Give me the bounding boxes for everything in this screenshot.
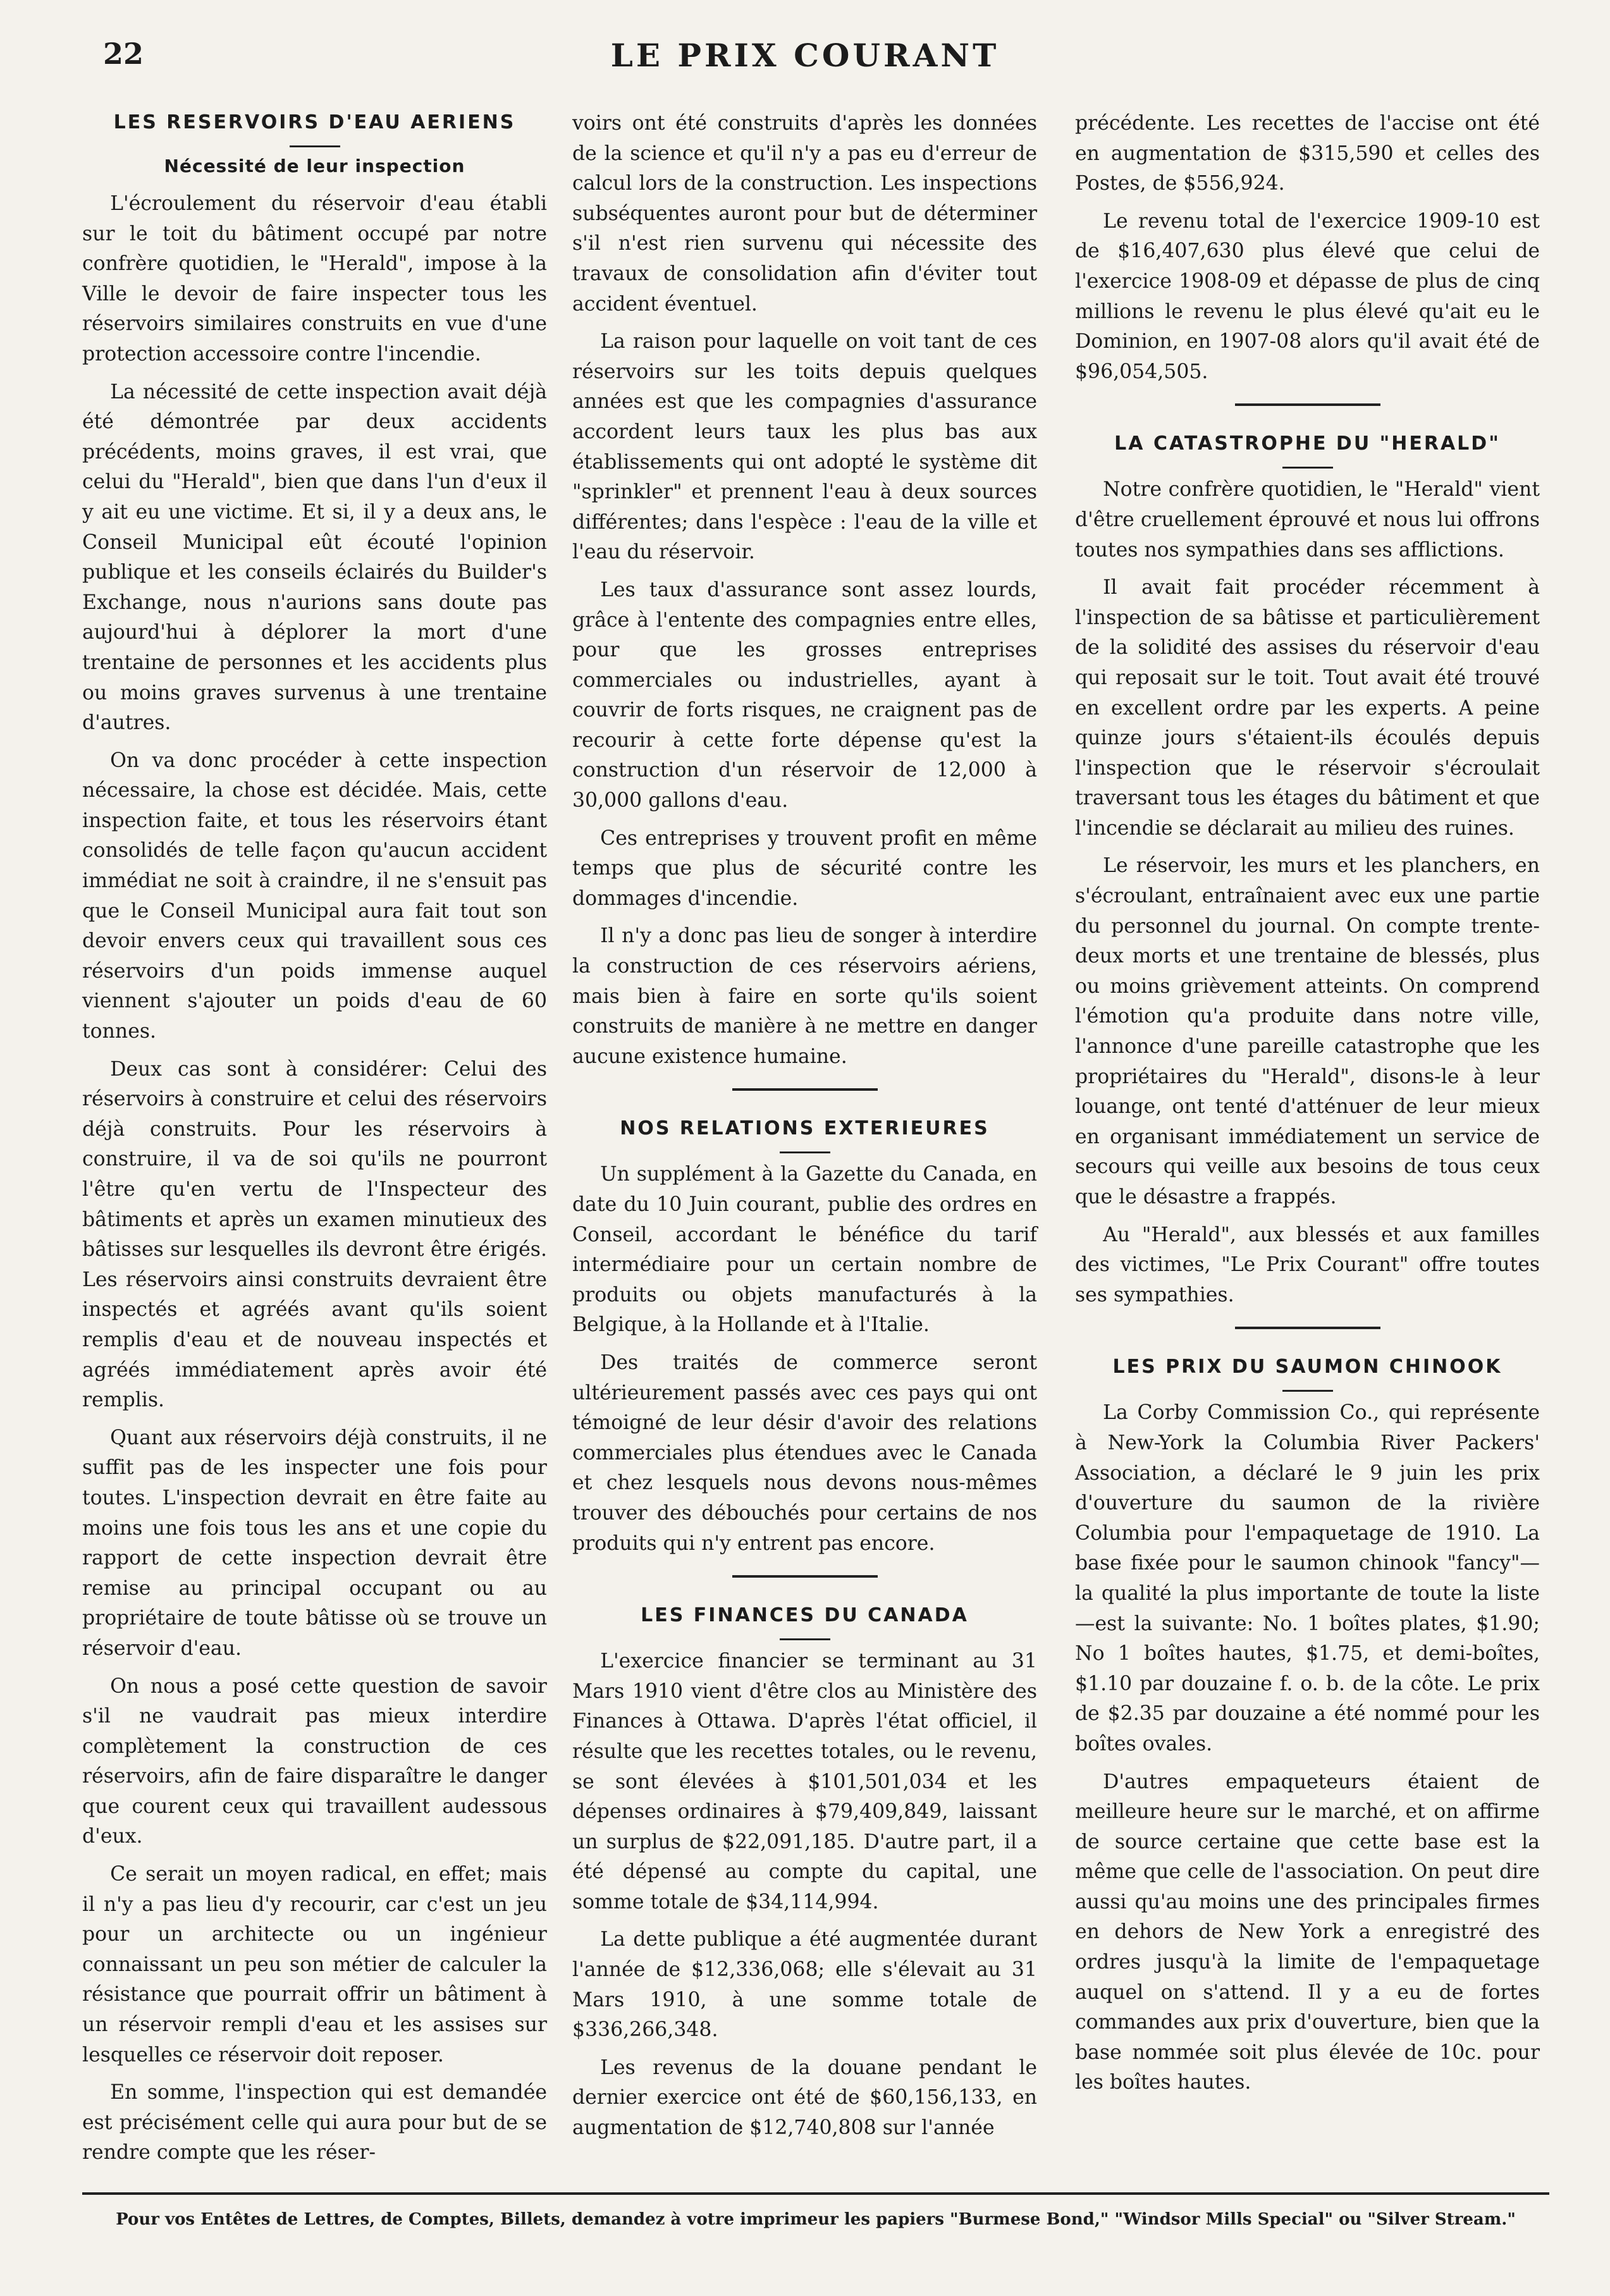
title-divider [1282, 467, 1333, 469]
paragraph: Au "Herald", aux blessés et aux familles des victimes, "Le Prix Courant" offre toutes ses sympathies. [1075, 1223, 1540, 1306]
page-header [0, 37, 1610, 81]
section-divider [732, 1575, 878, 1578]
paragraph: On va donc procéder à cette inspection nécessaire, la chose est décidée. Mais, cette inspection faite, et tous les réservoirs étant consolidés de telle façon qu'aucun accident immédiat ne soit à craindre, il ne s'ensuit pas que le Conseil Municipal aura fait tout son devoir envers ceux qui travaillent sous ces réservoirs d'un poids immense auquel viennent s'ajouter un poids d'eau de 60 tonnes. [82, 749, 547, 1043]
paragraph: Ces entreprises y trouvent profit en même temps que plus de sécurité contre les dommages d'incendie. [572, 826, 1037, 910]
paragraph: La Corby Commission Co., qui représente à New-York la Columbia River Packers' Association, a déclaré le 9 juin les prix d'ouverture du saumon de la rivière Columbia pour l'empaquetage de 1910. La base fixée pour le saumon chinook "fancy"—la qualité la plus importante de toute la liste—est la suivante: No. 1 boîtes plates, $1.90; No 1 boîtes hautes, $1.75, et demi-boîtes, $1.10 par douzaine f. o. b. de la côte. Le prix de $2.35 par douzaine a été nommé pour les boîtes ovales. [1075, 1401, 1540, 1755]
paragraph: Notre confrère quotidien, le "Herald" vient d'être cruellement éprouvé et nous lui offrons toutes nos sympathies dans ses afflictions. [1075, 478, 1540, 562]
paragraph: D'autres empaqueteurs étaient de meilleure heure sur le marché, et on affirme de source certaine que cette base est la même que celle de l'association. On peut dire aussi qu'au moins une des principales firmes en dehors de New York a enregistré des ordres jusqu'à la limite de l'empaquetage auquel on s'attend. Il y a eu de fortes commandes aux prix d'ouverture, bien que la base nommée soit plus élevée de 10c. pour les boîtes hautes. [1075, 1770, 1540, 2094]
article-subtitle-reservoirs: Nécessité de leur inspection [164, 156, 465, 176]
paragraph: Les revenus de la douane pendant le dernier exercice ont été de $60,156,133, en augmentation de $12,740,808 sur l'année [572, 2056, 1037, 2140]
paragraph: Deux cas sont à considérer: Celui des réservoirs à construire et celui des réservoirs déjà construits. Pour les réservoirs à construire, il va de soi qu'ils ne pourront l'être qu'en vertu de l'Inspecteur des bâtiments et après un examen minutieux des bâtisses sur lesquelles ils devront être érigés. Les réservoirs ainsi construits devraient être inspectés et agréés avant qu'ils soient remplis d'eau et de nouveau inspectés et agréés immédiatement après avoir été remplis. [82, 1057, 547, 1412]
paragraph: Des traités de commerce seront ultérieurement passés avec ces pays qui ont témoigné de leur désir d'avoir des relations commerciales plus étendues avec le Canada et chez lesquels nous devons nous-mêmes trouver des débouchés pour certains de nos produits qui n'y entrent pas encore. [572, 1351, 1037, 1555]
paragraph: Les taux d'assurance sont assez lourds, grâce à l'entente des compagnies entre elles, pour que les grosses entreprises commerciales ou industrielles, ayant à couvrir de forts risques, ne craignent pas de recourir à cette forte dépense qu'est la construction d'un réservoir de 12,000 à 30,000 gallons d'eau. [572, 578, 1037, 813]
section-divider [732, 1088, 878, 1091]
paragraph: précédente. Les recettes de l'accise ont été en augmentation de $315,590 et celles des Postes, de $556,924. [1075, 112, 1540, 195]
footer-advertisement: Pour vos Entêtes de Lettres, de Comptes, Billets, demandez à votre imprimeur les papiers "Burmese Bond," "Windsor Mills Special" ou "Silver Stream." [116, 2210, 1516, 2229]
article-title-reservoirs: LES RESERVOIRS D'EAU AERIENS [113, 111, 516, 133]
paragraph: On nous a posé cette question de savoir s'il ne vaudrait pas mieux interdire complètement la construction de ces réservoirs, afin de faire disparaître le danger que courent ceux qui travaillent audessous d'eux. [82, 1674, 547, 1848]
paragraph: Un supplément à la Gazette du Canada, en date du 10 Juin courant, publie des ordres en Conseil, accordant le bénéfice du tarif intermédiaire pour un certain nombre de produits ou objets manufacturés à la Belgique, à la Hollande et à l'Italie. [572, 1163, 1037, 1337]
title-divider [780, 1151, 830, 1153]
column-3 [1075, 109, 1540, 2106]
article-title-relations: NOS RELATIONS EXTERIEURES [620, 1117, 990, 1140]
paragraph: L'exercice financier se terminant au 31 Mars 1910 vient d'être clos au Ministère des Finances à Ottawa. D'après l'état officiel, il résulte que les recettes totales, ou le revenu, se sont élevées à $101,501,034 et les dépenses ordinaires à $79,409,849, laissant un surplus de $22,091,185. D'autre part, il a été dépensé au compte du capital, une somme totale de $34,114,994. [572, 1650, 1037, 1913]
paragraph: Le revenu total de l'exercice 1909-10 est de $16,407,630 plus élevé que celui de l'exercice 1908-09 et dépasse de plus de cinq millions le revenu le plus élevé qu'ait eu le Dominion, en 1907-08 alors qu'il avait été de $96,054,505. [1075, 209, 1540, 383]
paragraph: La dette publique a été augmentée durant l'année de $12,336,068; elle s'élevait au 31 Mars 1910, à une somme totale de $336,266,348. [572, 1928, 1037, 2042]
paragraph: En somme, l'inspection qui est demandée est précisément celle qui aura pour but de se rendre compte que les réser- [82, 2081, 547, 2164]
paragraph: La nécessité de cette inspection avait déjà été démontrée par deux accidents précédents, moins graves, il est vrai, que celui du "Herald", bien que dans l'un d'eux il y ait eu une victime. Et si, il y a deux ans, le Conseil Municipal eût écouté l'opinion publique et les conseils éclairés du Builder's Exchange, nous n'aurions sans doute pas aujourd'hui à déplorer la mort d'une trentaine de personnes et les accidents plus ou moins graves survenus à une trentaine d'autres. [82, 380, 547, 735]
paragraph: La raison pour laquelle on voit tant de ces réservoirs sur les toits depuis quelques années est que les compagnies d'assurance accordent leurs taux les plus bas aux établissements qui ont adopté le système dit "sprinkler" et prennent l'eau à deux sources différentes; dans l'espèce : l'eau de la ville et l'eau du réservoir. [572, 330, 1037, 564]
section-divider [1235, 1327, 1380, 1329]
title-divider [780, 1638, 830, 1640]
section-divider [1235, 403, 1380, 406]
paragraph: Il avait fait procéder récemment à l'inspection de sa bâtisse et particulièrement de la solidité des assises du réservoir d'eau qui reposait sur le toit. Tout avait été trouvé en excellent ordre par les experts. A peine quinze jours s'étaient-ils écoulés depuis l'inspection que le réservoir s'écroulait traversant tous les étages du bâtiment et que l'incendie se déclarait au milieu des ruines. [1075, 576, 1540, 840]
paragraph: Ce serait un moyen radical, en effet; mais il n'y a pas lieu d'y recourir, car c'est un jeu pour un architecte ou un ingénieur connaissant un peu son métier de calculer la résistance que pourrait offrir un bâtiment à un réservoir rempli d'eau et les assises sur lesquelles ce réservoir doit reposer. [82, 1863, 547, 2066]
paragraph: Il n'y a donc pas lieu de songer à interdire la construction de ces réservoirs aériens, mais bien à faire en sorte qu'ils soient construits de manière à ne mettre en danger aucune existence humaine. [572, 924, 1037, 1068]
paragraph: Quant aux réservoirs déjà construits, il ne suffit pas de les inspecter une fois pour toutes. L'inspection devrait en être faite au moins une fois tous les ans et une copie du rapport de cette inspection devrait être remise au principal occupant ou au propriétaire de toute bâtisse où se trouve un réservoir d'eau. [82, 1426, 547, 1660]
title-divider [1282, 1390, 1333, 1392]
page-number: 22 [103, 37, 144, 71]
article-title-finances: LES FINANCES DU CANADA [641, 1604, 969, 1627]
article-title-catastrophe: LA CATASTROPHE DU "HERALD" [1114, 433, 1501, 455]
column-2 [572, 109, 1037, 2151]
footer-rule [82, 2192, 1549, 2195]
column-1 [82, 109, 547, 2176]
title-divider [290, 145, 340, 147]
article-title-saumon: LES PRIX DU SAUMON CHINOOK [1112, 1356, 1502, 1378]
publication-title: LE PRIX COURANT [610, 37, 1000, 74]
paragraph: Le réservoir, les murs et les planchers, en s'écroulant, entraînaient avec eux une partie du personnel du journal. On compte trente-deux morts et une trentaine de blessés, plus ou moins grièvement atteints. On comprend l'émotion qu'a produite dans notre ville, l'annonce d'une pareille catastrophe que les propriétaires du "Herald", disons-le à leur louange, ont tenté d'atténuer de leur mieux en organisant immédiatement un service de secours qui veille aux besoins de tous ceux que le désastre a frappés. [1075, 854, 1540, 1208]
paragraph: voirs ont été construits d'après les données de la science et qu'il n'y a pas eu d'erreur de calcul lors de la construction. Les inspections subséquentes auront pour but de déterminer s'il n'est rien survenu qui nécessite des travaux de consolidation afin d'éviter tout accident éventuel. [572, 112, 1037, 316]
paragraph: L'écroulement du réservoir d'eau établi sur le toit du bâtiment occupé par notre confrère quotidien, le "Herald", impose à la Ville le devoir de faire inspecter tous les réservoirs similaires construits en vue d'une protection accessoire contre l'incendie. [82, 192, 547, 365]
